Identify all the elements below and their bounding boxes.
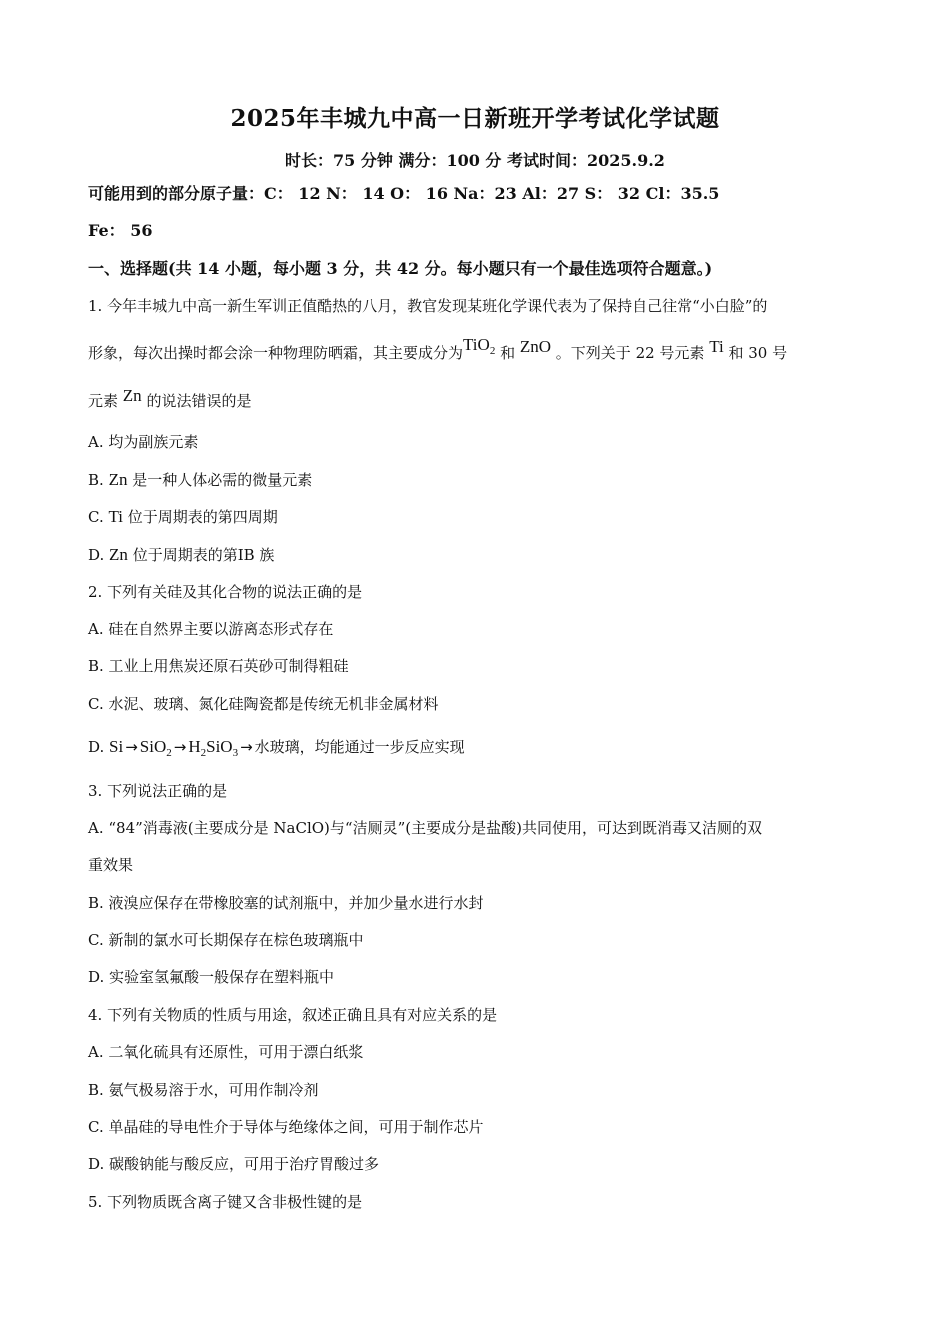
section-heading: 一、选择题(共 14 小题，每小题 3 分，共 42 分。每小题只有一个最佳选项符合题意。) bbox=[88, 259, 713, 278]
q2-option-b: B. 工业上用焦炭还原石英砂可制得粗硅 bbox=[88, 657, 349, 675]
q1-option-c: C. Ti 位于周期表的第四周期 bbox=[88, 507, 278, 526]
q4-option-b: B. 氨气极易溶于水，可用作制冷剂 bbox=[88, 1081, 319, 1099]
q3-option-d: D. 实验室氢氟酸一般保存在塑料瓶中 bbox=[88, 968, 335, 986]
formula-zn: Zn bbox=[122, 386, 142, 405]
q3-stem: 3. 下列说法正确的是 bbox=[88, 782, 228, 800]
q1-option-a: A. 均为副族元素 bbox=[88, 433, 199, 451]
q5-stem: 5. 下列物质既含离子键又含非极性键的是 bbox=[88, 1193, 363, 1211]
atomic-mass-line-1: 可能用到的部分原子量：C： 12 N： 14 O： 16 Na：23 Al：27 S： 32 Cl：35.5 bbox=[88, 184, 720, 203]
q4-option-a: A. 二氧化硫具有还原性，可用于漂白纸浆 bbox=[88, 1043, 364, 1061]
formula-zno: ZnO bbox=[519, 337, 552, 356]
formula-ti: Ti bbox=[709, 337, 724, 356]
q2-stem: 2. 下列有关硅及其化合物的说法正确的是 bbox=[88, 583, 363, 601]
q1-option-d: D. Zn 位于周期表的第ⅠB 族 bbox=[88, 545, 275, 564]
q2-option-c: C. 水泥、玻璃、氮化硅陶瓷都是传统无机非金属材料 bbox=[88, 695, 439, 713]
formula-chain: $Si \to SiO_2 \to H_2SiO_3$ → bbox=[109, 737, 253, 759]
q4-option-c: C. 单晶硅的导电性介于导体与绝缘体之间，可用于制作芯片 bbox=[88, 1118, 484, 1136]
q1-stem-line-1: 1. 今年丰城九中高一新生军训正值酷热的八月，教官发现某班化学课代表为了保持自己往常“小白脸”的 bbox=[88, 297, 768, 315]
page-title: 2025年丰城九中高一日新班开学考试化学试题 bbox=[230, 105, 720, 132]
arrow-icon: → bbox=[173, 738, 187, 756]
atomic-mass-line-2: Fe： 56 bbox=[88, 221, 153, 240]
q1-stem-line-3: 元素 Zn 的说法错误的是 bbox=[88, 386, 252, 410]
exam-info: 时长：75 分钟 满分：100 分 考试时间：2025.9.2 bbox=[285, 151, 665, 170]
q2-option-a: A. 硅在自然界主要以游离态形式存在 bbox=[88, 620, 334, 638]
q3-option-a-line-2: 重效果 bbox=[88, 856, 134, 874]
q3-option-a-line-1: A. “84”消毒液(主要成分是 NaClO)与“洁厕灵”(主要成分是盐酸)共同使用，可达到既消毒又洁厕的双 bbox=[88, 819, 762, 837]
q2-option-d: D. $Si \to SiO_2 \to H_2SiO_3$ → 水玻璃，均能通过一步反应实现 bbox=[88, 737, 465, 759]
q4-option-d: D. 碳酸钠能与酸反应，可用于治疗胃酸过多 bbox=[88, 1155, 380, 1173]
formula-tio2: TiO$_2$ bbox=[463, 335, 496, 357]
arrow-icon: → bbox=[240, 738, 253, 756]
q1-option-b: B. Zn 是一种人体必需的微量元素 bbox=[88, 470, 313, 489]
q3-option-c: C. 新制的氯水可长期保存在棕色玻璃瓶中 bbox=[88, 931, 364, 949]
q4-stem: 4. 下列有关物质的性质与用途，叙述正确且具有对应关系的是 bbox=[88, 1006, 498, 1024]
q1-stem-line-2: 形象，每次出操时都会涂一种物理防晒霜，其主要成分为TiO$_2$ 和 ZnO 。下列关于 22 号元素 Ti 和 30 号 bbox=[88, 335, 788, 362]
q1-stem-text: 形象，每次出操时都会涂一种物理防晒霜，其主要成分为 bbox=[88, 344, 464, 362]
arrow-icon: → bbox=[125, 738, 138, 756]
q3-option-b: B. 液溴应保存在带橡胶塞的试剂瓶中，并加少量水进行水封 bbox=[88, 894, 484, 912]
